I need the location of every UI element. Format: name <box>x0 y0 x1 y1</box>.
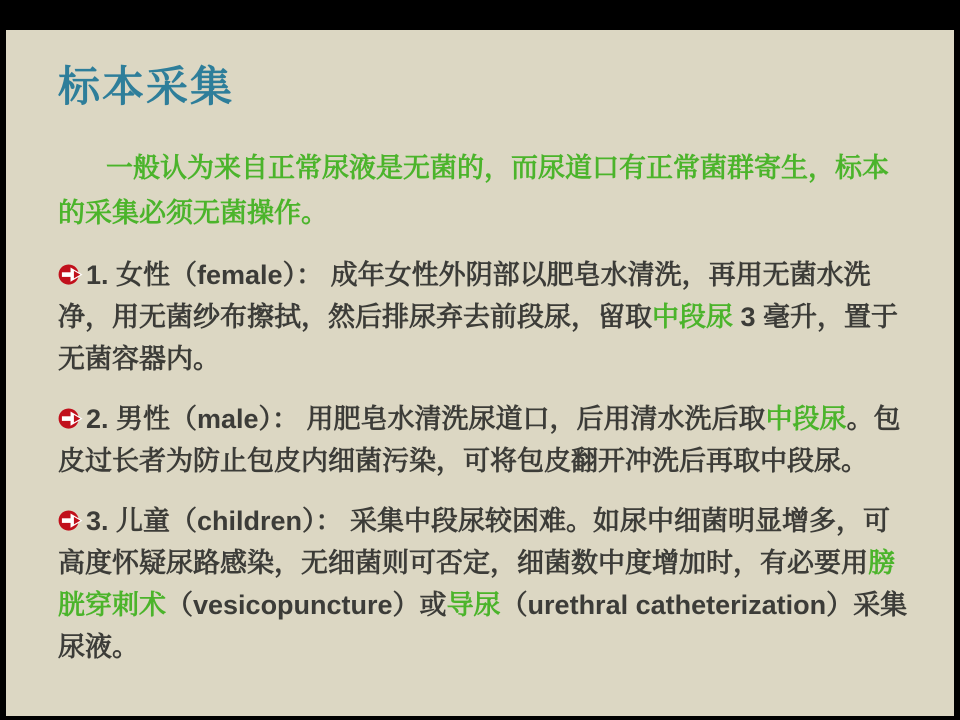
item-highlight: 膀胱穿刺术 <box>58 548 895 620</box>
slide-content <box>6 30 954 668</box>
item-text: 2. 男性（male）： 用肥皂水清洗尿道口，后用清水洗后取 <box>86 404 766 434</box>
list-item-female <box>58 254 908 380</box>
red-circle-arrow-icon <box>58 256 85 279</box>
item-text: 1. 女性（female）： 成年女性外阴部以肥皂水清洗，再用无菌水洗净，用无菌纱布擦拭，然后排尿弃去前段尿，留取 <box>58 260 871 332</box>
red-circle-arrow-icon <box>58 502 85 525</box>
item-text: 3. 儿童（children）： 采集中段尿较困难。如尿中细菌明显增多，可高度怀疑尿路感染，无细菌则可否定，细菌数中度增加时，有必要用 <box>58 506 891 578</box>
slide-title: 标本采集 <box>58 63 235 110</box>
item-highlight: 导尿 <box>446 590 501 620</box>
item-text: （vesicopuncture）或 <box>166 590 447 620</box>
item-text: 。包皮过长者为防止包皮内细菌污染，可将包皮翻开冲洗后再取中段尿。 <box>58 404 901 476</box>
item-highlight: 中段尿 <box>652 302 733 332</box>
item-text: 3 毫升，置于无菌容器内。 <box>58 302 899 374</box>
red-circle-arrow-icon <box>58 400 85 423</box>
intro-paragraph: 一般认为来自正常尿液是无菌的，而尿道口有正常菌群寄生，标本的采集必须无菌操作。 <box>58 153 889 228</box>
item-text: （urethral catheterization）采集尿液。 <box>58 590 908 662</box>
item-highlight: 中段尿 <box>765 404 847 434</box>
list-item-children <box>58 500 908 668</box>
list-item-male <box>58 398 908 482</box>
slide-canvas <box>6 30 954 716</box>
